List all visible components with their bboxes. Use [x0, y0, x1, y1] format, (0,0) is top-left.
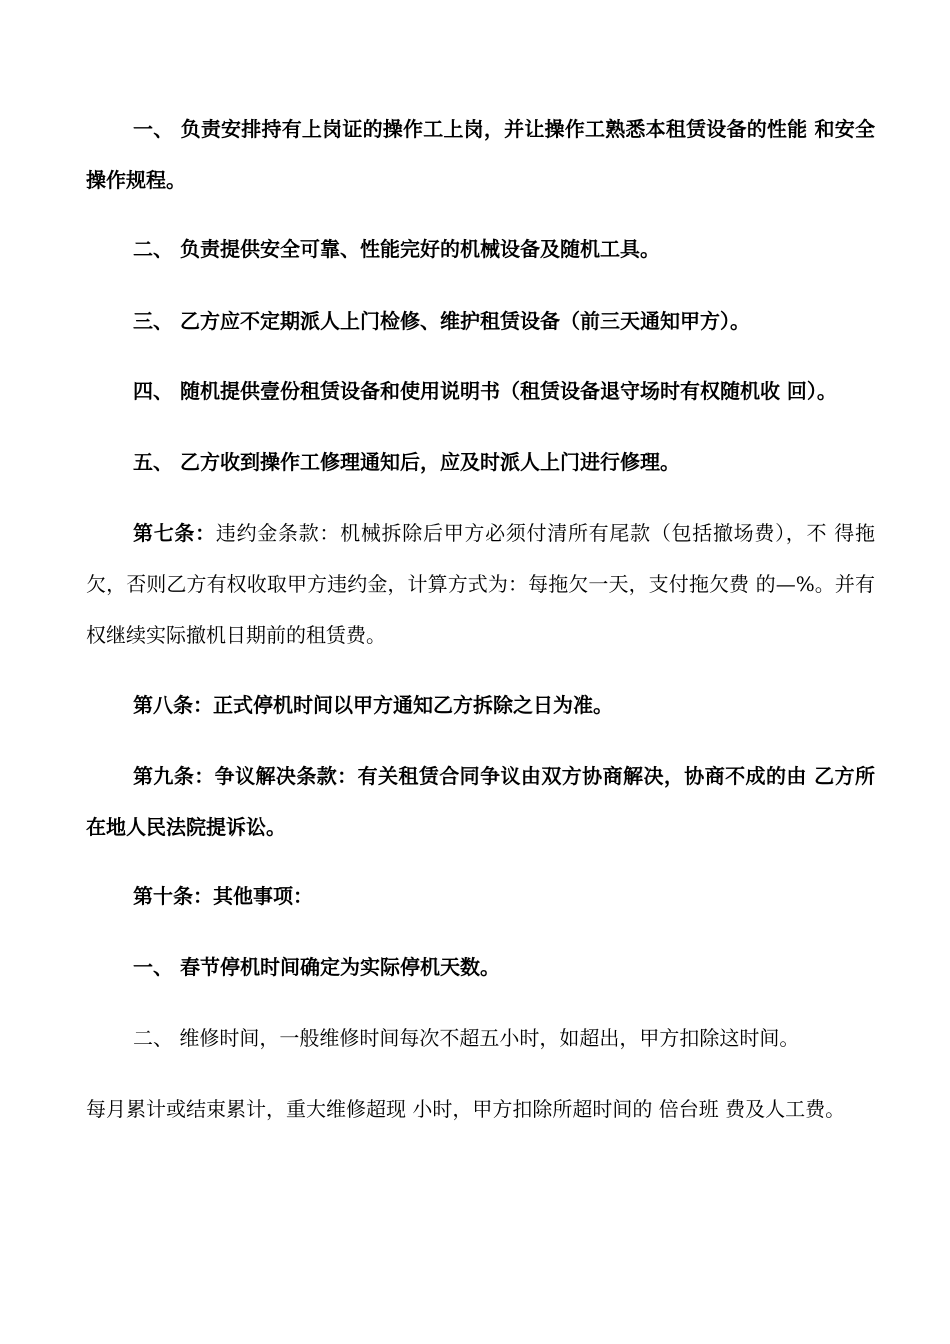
paragraph-text: 一、 负责安排持有上岗证的操作工上岗，并让操作工熟悉本租赁设备的性能 和安全操作规程。: [86, 117, 875, 192]
paragraph-text: 一、 春节停机时间确定为实际停机天数。: [133, 955, 500, 979]
paragraph-text: 五、 乙方收到操作工修理通知后，应及时派人上门进行修理。: [133, 450, 680, 474]
paragraph-text: 三、 乙方应不定期派人上门检修、维护租赁设备（前三天通知甲方）。: [133, 309, 750, 333]
article-label: 第九条：: [133, 764, 215, 788]
paragraph-text: 二、 维修时间，一般维修时间每次不超五小时，如超出，甲方扣除这时间。: [133, 1026, 800, 1050]
paragraph-duty-3: [86, 296, 875, 347]
paragraph-duty-4: [86, 366, 875, 417]
article-9: [86, 751, 875, 853]
article-7: [86, 508, 875, 661]
paragraph-duty-2: [86, 224, 875, 275]
paragraph-duty-5: [86, 437, 875, 488]
article-text: 其他事项：: [213, 884, 313, 908]
article-label: 第七条：: [133, 521, 216, 545]
paragraph-text: 二、 负责提供安全可靠、性能完好的机械设备及随机工具。: [133, 237, 660, 261]
article-label: 第十条：: [133, 884, 213, 908]
paragraph-other-1: [86, 942, 875, 993]
article-8: [86, 680, 875, 731]
article-text: 违约金条款：机械拆除后甲方必须付清所有尾款（包括撤场费），不 得拖欠，否则乙方有权收取甲方违约金，计算方式为：每拖欠一天，支付拖欠费 的—%。并有权继续实际撤机日期前的租赁费。: [86, 521, 876, 647]
article-text: 正式停机时间以甲方通知乙方拆除之日为准。: [213, 693, 613, 717]
article-text: 争议解决条款：有关租赁合同争议由双方协商解决，协商不成的由 乙方所在地人民法院提诉讼。: [86, 764, 875, 839]
paragraph-other-2-cont: [86, 1084, 875, 1135]
paragraph-other-2: [86, 1013, 875, 1064]
paragraph-text: 四、 随机提供壹份租赁设备和使用说明书（租赁设备退守场时有权随机收 回）。: [133, 379, 837, 403]
article-label: 第八条：: [133, 693, 213, 717]
paragraph-duty-1: [86, 104, 875, 206]
article-10: [86, 871, 875, 922]
paragraph-text: 每月累计或结束累计，重大维修超现 小时，甲方扣除所超时间的 倍台班 费及人工费。: [86, 1097, 846, 1121]
